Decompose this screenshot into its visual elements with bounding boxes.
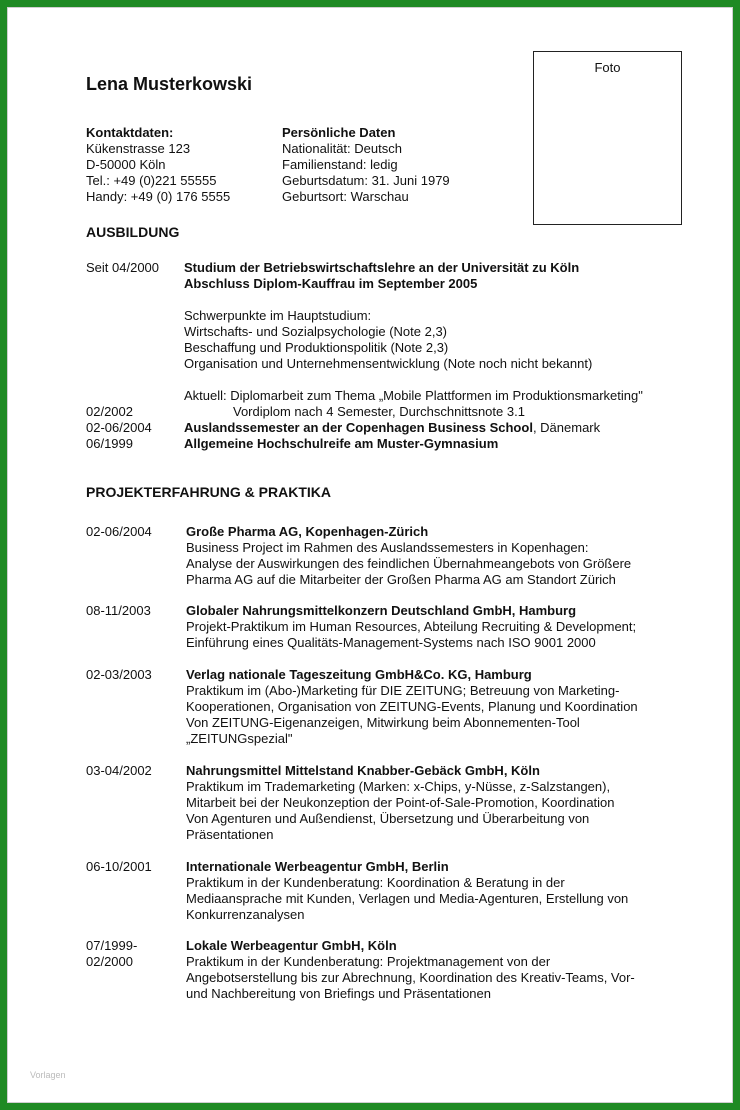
entry-title: Verlag nationale Tageszeitung GmbH&Co. KG, Hamburg [186,667,532,682]
entry-line: Praktikum in der Kundenberatung: Projektmanagement von der [186,954,551,969]
focus-item: Wirtschafts- und Sozialpsychologie (Note 2,3) [184,324,448,339]
personal-birthdate: Geburtsdatum: 31. Juni 1979 [282,173,450,188]
contact-heading: Kontaktdaten: [86,125,174,140]
focus-item: Organisation und Unternehmensentwicklung (Note noch nicht bekannt) [184,356,593,371]
study-block [184,260,579,292]
entry-block [186,667,638,747]
abroad-country: , Dänemark [532,420,601,435]
entry-title: Internationale Werbeagentur GmbH, Berlin [186,859,449,874]
entry-line: Angebotserstellung bis zur Abrechnung, Koordination des Kreativ-Teams, Vor- [186,970,635,985]
abroad-school: Auslandssemester an der Copenhagen Business School [184,420,533,435]
entry-line: Konkurrenzanalysen [186,907,305,922]
entry-line: Praktikum im Trademarketing (Marken: x-Chips, y-Nüsse, z-Salzstangen), [186,779,611,794]
focus-item: Beschaffung und Produktionspolitik (Note 2,3) [184,340,449,355]
entry-title: Nahrungsmittel Mittelstand Knabber-Gebäck GmbH, Köln [186,763,540,778]
entry-title: Lokale Werbeagentur GmbH, Köln [186,938,397,953]
entry-line: Mediaansprache mit Kunden, Verlagen und Media-Agenturen, Erstellung von [186,891,629,906]
entry-line: Von ZEITUNG-Eigenanzeigen, Mitwirkung beim Abonnementen-Tool [186,715,580,730]
entry-line: Praktikum in der Kundenberatung: Koordination & Beratung in der [186,875,565,890]
entry-date: 03-04/2002 [86,763,152,778]
watermark: Vorlagen [30,1070,66,1080]
abroad-date: 02-06/2004 [86,420,152,435]
entry-line: Projekt-Praktikum im Human Resources, Abteilung Recruiting & Development; [186,619,637,634]
focus-heading: Schwerpunkte im Hauptstudium: [184,308,372,323]
contact-phone: Tel.: +49 (0)221 55555 [86,173,217,188]
contact-street: Kükenstrasse 123 [86,141,191,156]
entry-block [186,603,636,651]
focus-block [184,308,592,372]
entry-line: Präsentationen [186,827,274,842]
entry-date-end: 02/2000 [86,954,133,969]
study-title: Studium der Betriebswirtschaftslehre an der Universität zu Köln [184,260,580,275]
entry-date: 02-06/2004 [86,524,152,539]
contact-block [86,125,230,205]
entry-line: und Nachbereitung von Briefings und Präsentationen [186,986,491,1001]
vordiplom-date: 02/2002 [86,404,133,419]
entry-date-block [86,938,137,970]
entry-line: Business Project im Rahmen des Auslandssemesters in Kopenhagen: [186,540,589,555]
personal-family: Familienstand: ledig [282,157,398,172]
photo-label: Foto [594,60,621,75]
vordiplom-text: Vordiplom nach 4 Semester, Durchschnittsnote 3.1 [233,404,525,419]
school-text: Allgemeine Hochschulreife am Muster-Gymnasium [184,436,499,451]
entry-date: 07/1999- [86,938,138,953]
entry-line: Analyse der Auswirkungen des feindlichen Übernahmeangebots von Größere [186,556,632,571]
entry-block [186,763,615,843]
entry-line: Praktikum im (Abo-)Marketing für DIE ZEITUNG; Betreuung von Marketing- [186,683,620,698]
entry-line: Einführung eines Qualitäts-Management-Systems nach ISO 9001 2000 [186,635,596,650]
entry-block [186,524,631,588]
thesis-current: Aktuell: Diplomarbeit zum Thema „Mobile Plattformen im Produktionsmarketing" [184,388,643,403]
study-degree: Abschluss Diplom-Kauffrau im September 2005 [184,276,478,291]
entry-date: 02-03/2003 [86,667,152,682]
entry-line: „ZEITUNGspezial" [186,731,293,746]
personal-heading: Persönliche Daten [282,125,396,140]
personal-birthplace: Geburtsort: Warschau [282,189,409,204]
study-date: Seit 04/2000 [86,260,160,275]
school-date: 06/1999 [86,436,133,451]
education-heading: AUSBILDUNG [86,224,180,240]
entry-date: 06-10/2001 [86,859,152,874]
entry-block [186,938,635,1002]
experience-heading: PROJEKTERFAHRUNG & PRAKTIKA [86,484,332,500]
contact-mobile: Handy: +49 (0) 176 5555 [86,189,231,204]
entry-title: Große Pharma AG, Kopenhagen-Zürich [186,524,429,539]
personal-nationality: Nationalität: Deutsch [282,141,402,156]
entry-block [186,859,628,923]
personal-block [282,125,450,205]
contact-city: D-50000 Köln [86,157,166,172]
entry-date: 08-11/2003 [86,603,151,618]
entry-line: Mitarbeit bei der Neukonzeption der Point-of-Sale-Promotion, Koordination [186,795,615,810]
entry-title: Globaler Nahrungsmittelkonzern Deutschland GmbH, Hamburg [186,603,577,618]
photo-placeholder [533,51,682,225]
applicant-name: Lena Musterkowski [86,74,253,94]
abroad-text [184,420,600,436]
entry-line: Kooperationen, Organisation von ZEITUNG-Events, Planung und Koordination [186,699,638,714]
entry-line: Pharma AG auf die Mitarbeiter der Großen Pharma AG am Standort Zürich [186,572,616,587]
entry-line: Von Agenturen und Außendienst, Übersetzung und Überarbeitung von [186,811,590,826]
